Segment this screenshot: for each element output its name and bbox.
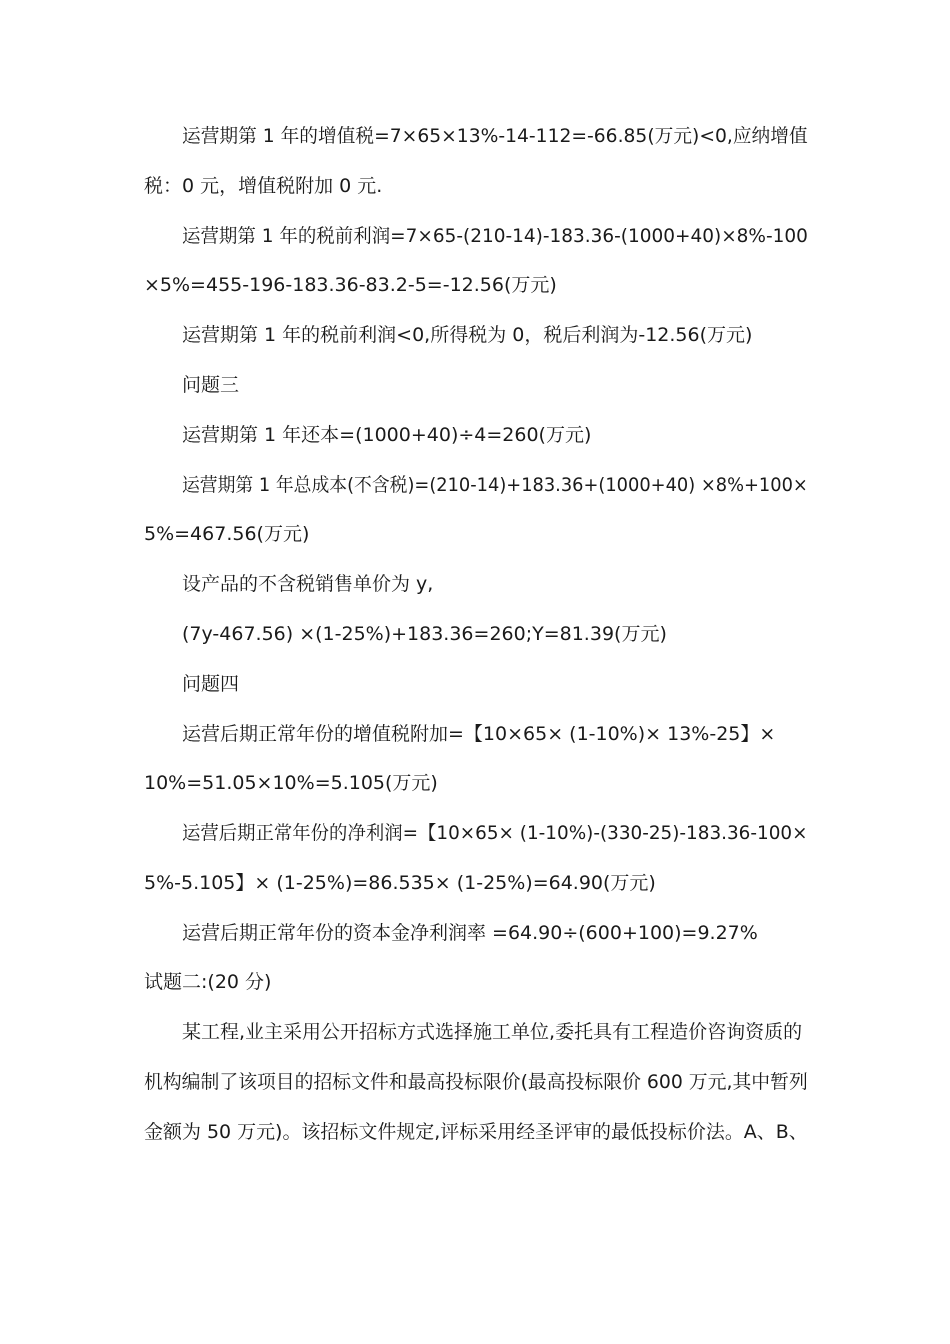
text-line: 10%=51.05×10%=5.105(万元) bbox=[144, 772, 438, 794]
section-heading: 问题三 bbox=[182, 374, 240, 396]
question-heading: 试题二:(20 分) bbox=[144, 971, 272, 993]
text-line: 金额为 50 万元)。该招标文件规定,评标采用经圣评审的最低投标价法。A、B、 bbox=[144, 1121, 808, 1143]
text-line: 设产品的不含税销售单价为 y, bbox=[182, 573, 434, 595]
text-line: 运营期第 1 年还本=(1000+40)÷4=260(万元) bbox=[182, 424, 592, 446]
text-line: 运营期第 1 年的税前利润<0,所得税为 0，税后利润为-12.56(万元) bbox=[182, 324, 753, 346]
text-line: 运营期第 1 年的税前利润=7×65-(210-14)-183.36-(1000+40)×8%-100 bbox=[182, 225, 808, 247]
text-line: (7y-467.56) ×(1-25%)+183.36=260;Y=81.39(万元) bbox=[182, 623, 667, 645]
text-line: 运营期第 1 年总成本(不含税)=(210-14)+183.36+(1000+40) ×8%+100× bbox=[182, 474, 808, 496]
text-line: 运营后期正常年份的资本金净利润率 =64.90÷(600+100)=9.27% bbox=[182, 922, 758, 944]
text-line: 5%-5.105】× (1-25%)=86.535× (1-25%)=64.90(万元) bbox=[144, 872, 656, 894]
text-line: 机构编制了该项目的招标文件和最高投标限价(最高投标限价 600 万元,其中暂列 bbox=[144, 1071, 808, 1093]
text-line: 运营后期正常年份的净利润=【10×65× (1-10%)-(330-25)-183.36-100× bbox=[182, 822, 808, 844]
section-heading: 问题四 bbox=[182, 673, 240, 695]
text-line: 税：0 元，增值税附加 0 元. bbox=[144, 175, 383, 197]
text-line: 某工程,业主采用公开招标方式选择施工单位,委托具有工程造价咨询资质的 bbox=[182, 1021, 803, 1043]
text-line: 运营期第 1 年的增值税=7×65×13%-14-112=-66.85(万元)<0,应纳增值 bbox=[182, 125, 808, 147]
text-line: ×5%=455-196-183.36-83.2-5=-12.56(万元) bbox=[144, 274, 557, 296]
text-line: 5%=467.56(万元) bbox=[144, 523, 310, 545]
text-line: 运营后期正常年份的增值税附加=【10×65× (1-10%)× 13%-25】× bbox=[182, 723, 776, 745]
